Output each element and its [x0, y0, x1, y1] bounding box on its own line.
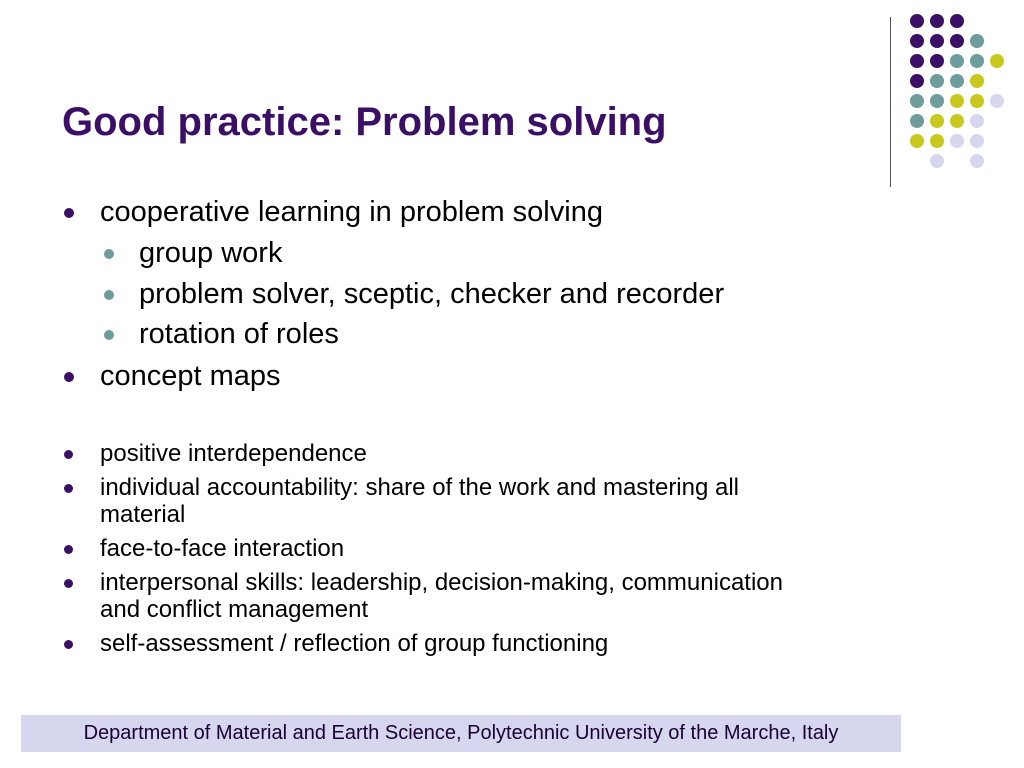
- decorative-dot: [950, 74, 964, 88]
- bullet-icon: [64, 372, 74, 382]
- decorative-dot: [950, 54, 964, 68]
- list-item-text: self-assessment / reflection of group functioning: [100, 630, 609, 657]
- decorative-dot: [930, 34, 944, 48]
- decorative-dot: [950, 34, 964, 48]
- list-item: [139, 234, 282, 272]
- slide-title: Good practice: Problem solving: [62, 100, 667, 144]
- decorative-dot: [910, 134, 924, 148]
- decorative-dot: [930, 154, 944, 168]
- bullet-icon: [64, 640, 73, 649]
- decorative-dot: [970, 54, 984, 68]
- list-item: [100, 569, 783, 596]
- bullet-icon: [104, 290, 114, 300]
- bullet-icon: [64, 208, 74, 218]
- decorative-dot: [990, 94, 1004, 108]
- decorative-dot: [950, 114, 964, 128]
- list-item-text: individual accountability: share of the work and mastering all: [100, 474, 740, 501]
- decorative-dot: [930, 94, 944, 108]
- list-item: [100, 357, 281, 395]
- decorative-dot: [970, 154, 984, 168]
- bullet-icon: [104, 330, 114, 340]
- decorative-dot: [910, 114, 924, 128]
- list-item-text: and conflict management: [100, 596, 369, 623]
- decorative-dot: [930, 134, 944, 148]
- decorative-dot: [970, 14, 984, 28]
- decorative-dot: [990, 74, 1004, 88]
- slide-footer: [21, 715, 901, 752]
- decorative-dot: [970, 134, 984, 148]
- decorative-dot: [910, 74, 924, 88]
- list-item-text: positive interdependence: [100, 440, 367, 467]
- list-item-text: interpersonal skills: leadership, decision-making, communication: [100, 569, 783, 596]
- decorative-dot: [930, 74, 944, 88]
- list-item-text: face-to-face interaction: [100, 535, 345, 562]
- list-item-continuation: [100, 501, 185, 528]
- decorative-dot: [930, 14, 944, 28]
- list-item-text: rotation of roles: [139, 318, 339, 350]
- decorative-dot: [990, 34, 1004, 48]
- decorative-dot-grid: [907, 11, 1007, 171]
- decorative-dot: [970, 74, 984, 88]
- bullet-icon: [64, 450, 73, 459]
- list-item: [100, 535, 344, 562]
- decorative-dot: [910, 154, 924, 168]
- decorative-dot: [990, 14, 1004, 28]
- decorative-dot: [990, 134, 1004, 148]
- bullet-icon: [64, 484, 73, 493]
- decorative-dot: [910, 94, 924, 108]
- decorative-dot: [930, 114, 944, 128]
- decorative-dot: [950, 14, 964, 28]
- decorative-dot: [910, 14, 924, 28]
- list-item-continuation: [100, 596, 368, 623]
- decorative-dot: [970, 94, 984, 108]
- bullet-icon: [64, 579, 73, 588]
- list-item: [139, 315, 339, 353]
- decorative-dot: [990, 54, 1004, 68]
- bullet-icon: [104, 249, 114, 259]
- decorative-dot: [990, 114, 1004, 128]
- list-item-text: concept maps: [100, 360, 281, 392]
- decorative-divider: [890, 17, 891, 187]
- decorative-dot: [910, 34, 924, 48]
- list-item: [100, 440, 367, 467]
- decorative-dot: [990, 154, 1004, 168]
- decorative-dot: [970, 114, 984, 128]
- decorative-dot: [950, 134, 964, 148]
- decorative-dot: [910, 54, 924, 68]
- list-item: [139, 275, 724, 313]
- list-item-text: group work: [139, 237, 283, 269]
- footer-text: Department of Material and Earth Science, Polytechnic University of the Marche, Italy: [83, 722, 839, 744]
- decorative-dot: [970, 34, 984, 48]
- list-item: [100, 193, 603, 231]
- decorative-dot: [950, 154, 964, 168]
- list-item-text: material: [100, 501, 186, 528]
- list-item: [100, 630, 608, 657]
- list-item-text: problem solver, sceptic, checker and recorder: [139, 278, 725, 310]
- decorative-dot: [950, 94, 964, 108]
- list-item: [100, 474, 739, 501]
- decorative-dot: [930, 54, 944, 68]
- list-item-text: cooperative learning in problem solving: [100, 196, 603, 228]
- bullet-icon: [64, 545, 73, 554]
